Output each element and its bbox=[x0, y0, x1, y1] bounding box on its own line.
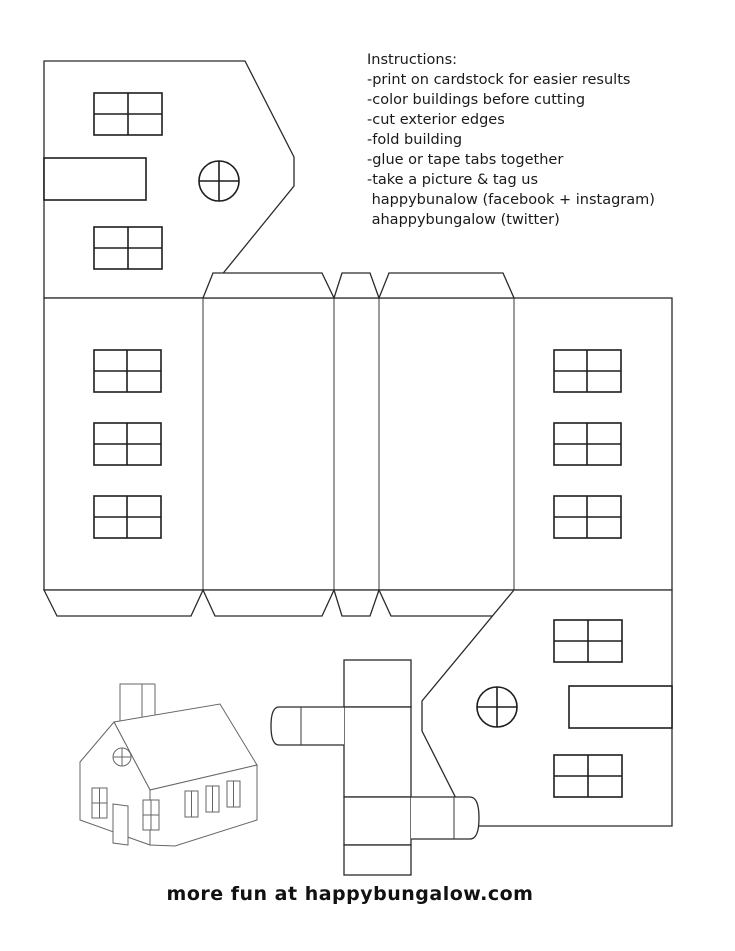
bottom-tab bbox=[203, 590, 334, 616]
window bbox=[94, 496, 161, 538]
window bbox=[554, 423, 621, 465]
instruction-step: -cut exterior edges bbox=[367, 112, 505, 128]
instruction-step: -color buildings before cutting bbox=[367, 92, 586, 108]
gable-wall-bottom bbox=[422, 590, 672, 826]
instruction-step: -glue or tape tabs together bbox=[367, 152, 564, 168]
instructions-block bbox=[367, 50, 697, 230]
instructions-heading: Instructions: bbox=[367, 52, 458, 68]
window bbox=[554, 350, 621, 392]
door-opening bbox=[569, 686, 672, 728]
instruction-step: -fold building bbox=[367, 132, 463, 148]
top-tab bbox=[203, 273, 334, 298]
wall-strip bbox=[44, 273, 672, 616]
social-handle-facebook-instagram: happybunalow (facebook + instagram) bbox=[367, 192, 655, 208]
door-opening bbox=[44, 158, 146, 200]
house-preview-sketch bbox=[80, 684, 257, 846]
footer-link-text: more fun at happybungalow.com bbox=[166, 883, 534, 905]
window bbox=[94, 423, 161, 465]
instruction-step: -print on cardstock for easier results bbox=[367, 72, 631, 88]
bottom-tab bbox=[379, 590, 514, 616]
door bbox=[113, 804, 128, 845]
bottom-tab bbox=[334, 590, 379, 616]
window bbox=[554, 496, 621, 538]
bottom-tab bbox=[44, 590, 203, 616]
chimney bbox=[120, 684, 142, 722]
top-tab bbox=[334, 273, 379, 298]
top-tab bbox=[379, 273, 514, 298]
instruction-step: -take a picture & tag us bbox=[367, 172, 539, 188]
gable-wall-top bbox=[44, 61, 294, 298]
social-handle-twitter: ahappybungalow (twitter) bbox=[367, 212, 560, 228]
window bbox=[94, 350, 161, 392]
